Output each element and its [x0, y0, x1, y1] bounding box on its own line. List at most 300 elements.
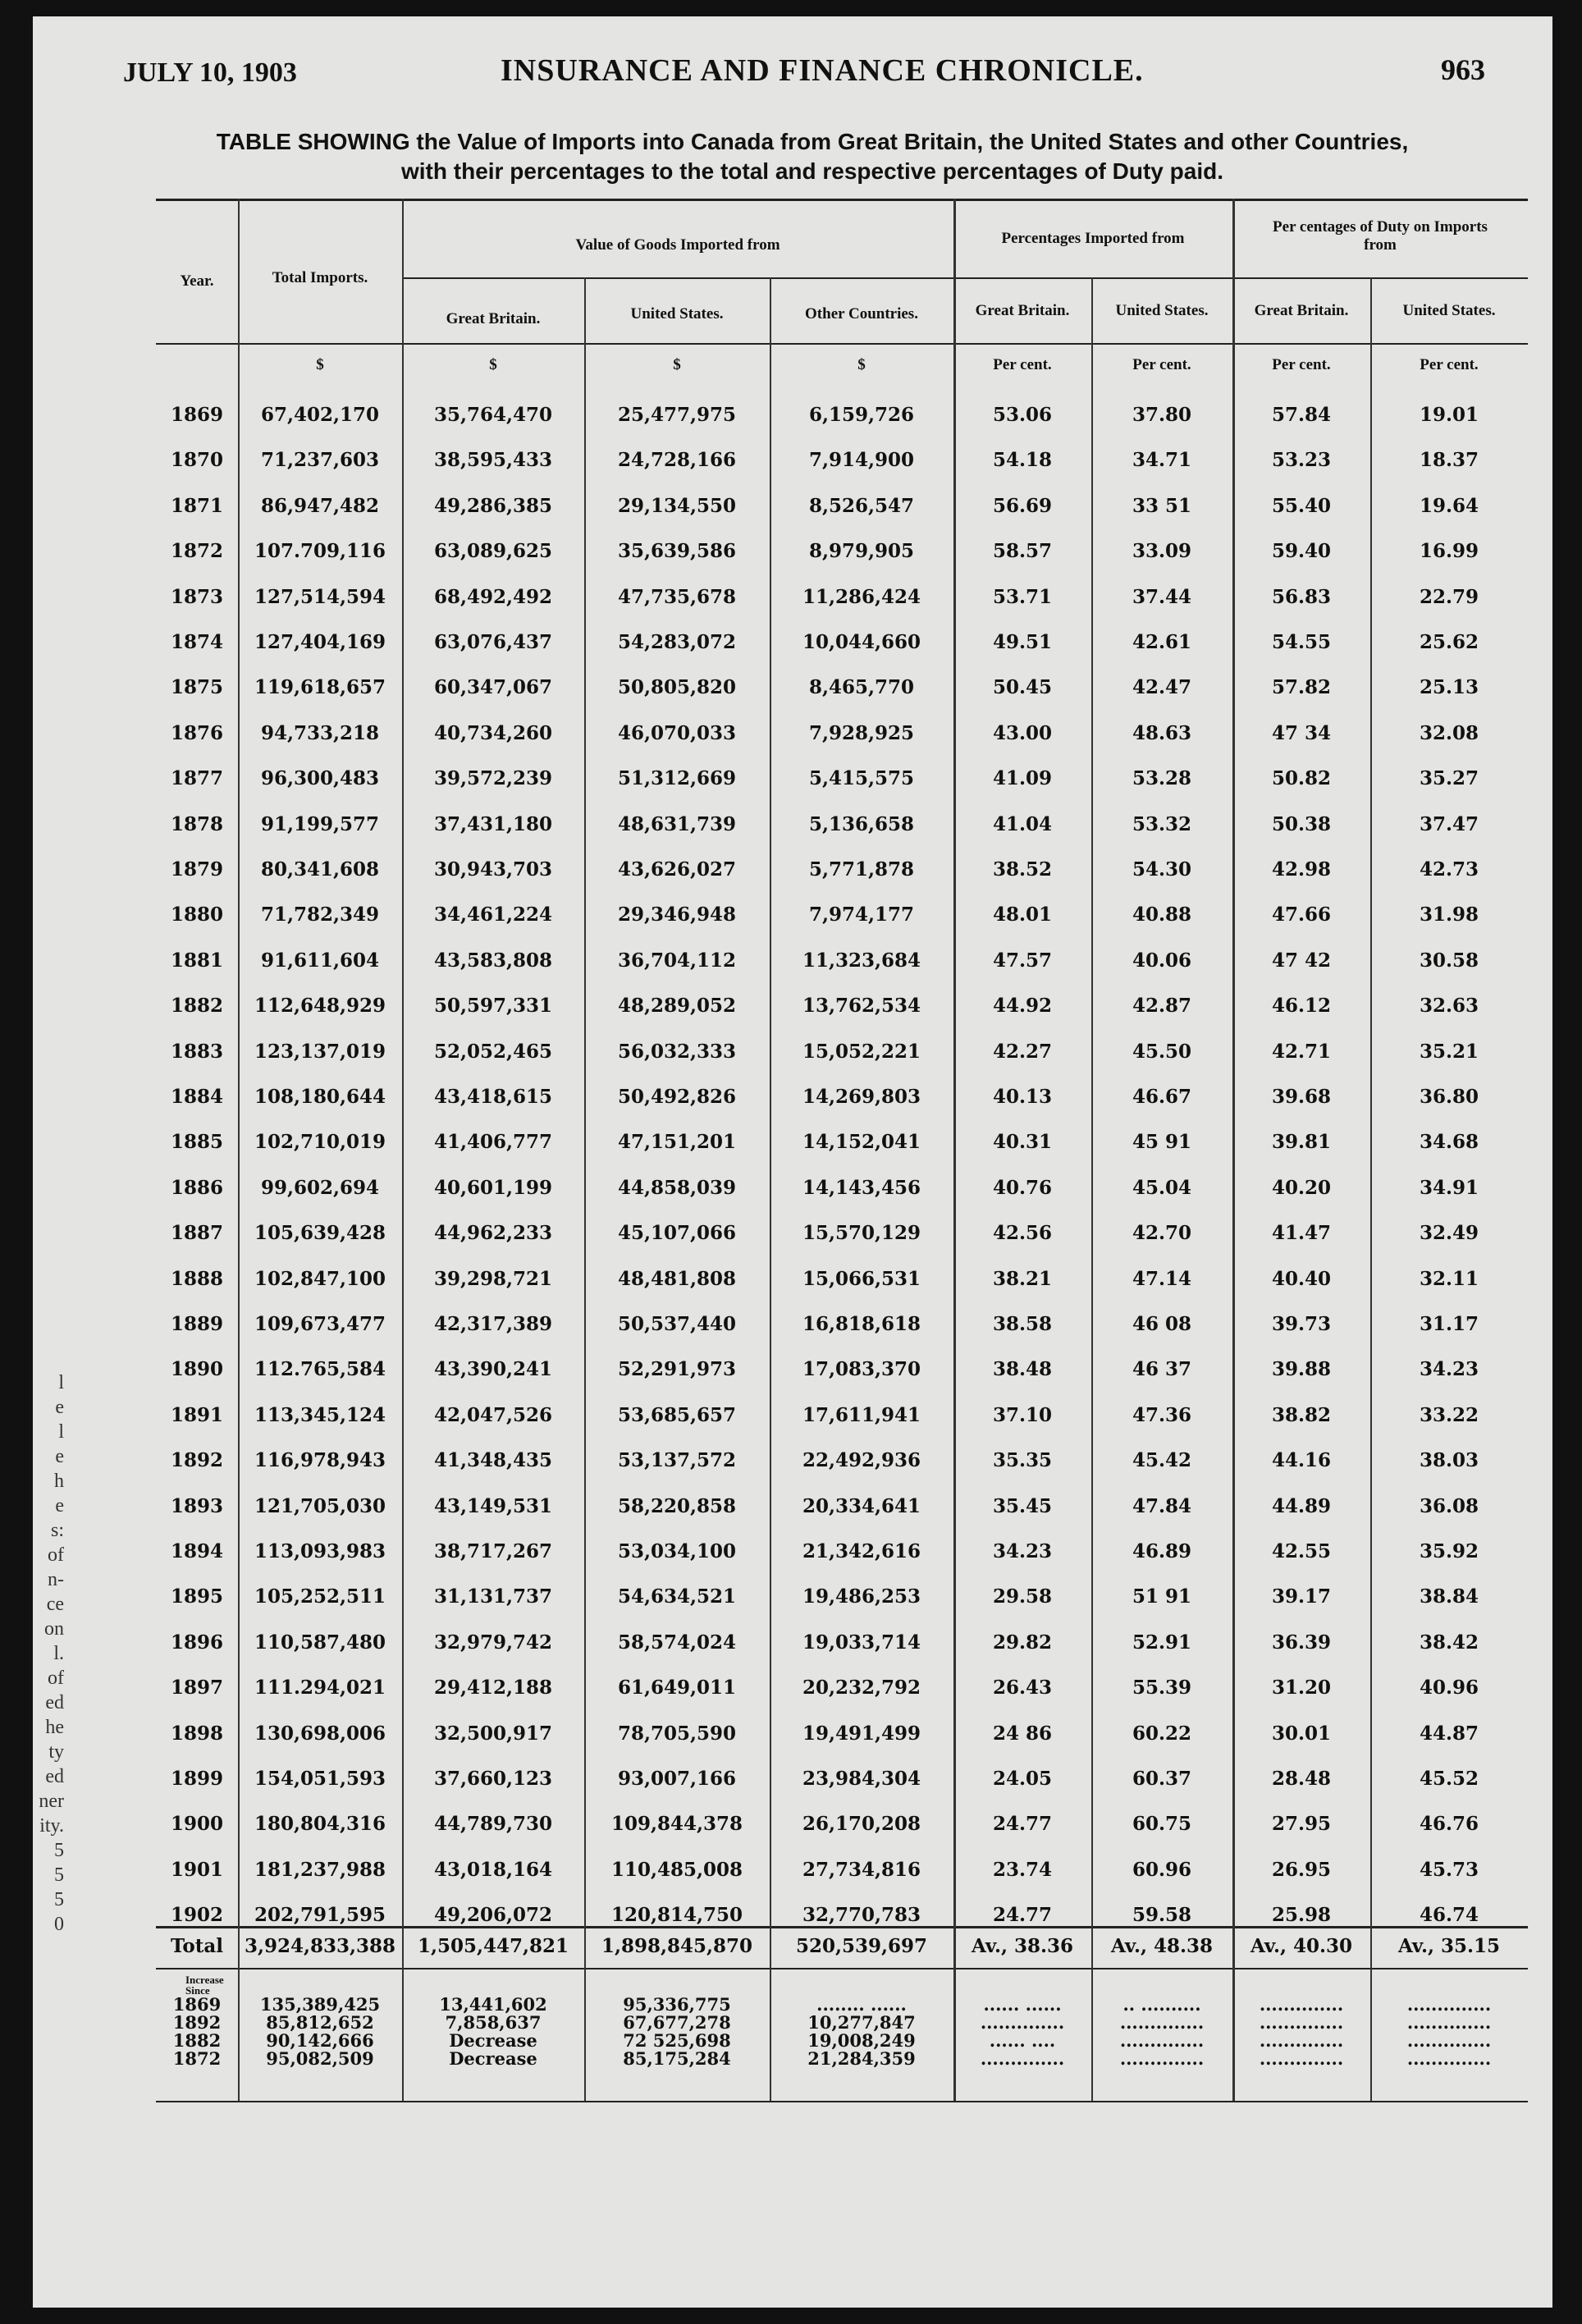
- cell-pct-gb: 35.45: [992, 1494, 1053, 1517]
- cell-total: 180,804,316: [254, 1813, 386, 1836]
- table-row: [156, 437, 1528, 483]
- cell-other: 21,342,616: [802, 1540, 921, 1562]
- cell-gb: 43,149,531: [433, 1494, 553, 1517]
- cell-duty-gb: 57.82: [1271, 676, 1332, 699]
- increase-cell-other: ........ ......: [816, 1994, 907, 2015]
- cell-gb: 41,406,777: [433, 1131, 553, 1154]
- cell-total: 105,252,511: [254, 1585, 386, 1608]
- margin-fragment: ity.: [39, 1815, 64, 1837]
- cell-pct-us: 46 08: [1132, 1313, 1192, 1335]
- cell-year: 1884: [170, 1086, 223, 1108]
- increase-row: [156, 2050, 1528, 2067]
- cell-duty-us: 36.80: [1419, 1086, 1479, 1108]
- cell-duty-gb: 42.55: [1271, 1540, 1332, 1562]
- table-row: [156, 1302, 1528, 1347]
- table-row: [156, 392, 1528, 437]
- cell-year: 1896: [170, 1631, 223, 1654]
- cell-year: 1871: [170, 494, 223, 517]
- cell-us: 51,312,669: [617, 767, 737, 790]
- cell-gb: 52,052,465: [433, 1040, 553, 1063]
- cell-other: 11,286,424: [802, 585, 921, 608]
- cell-other: 10,044,660: [802, 631, 921, 653]
- cell-duty-us: 45.73: [1419, 1858, 1479, 1881]
- increase-cell-duty-us: ..............: [1406, 2048, 1492, 2069]
- table-row: [156, 1574, 1528, 1619]
- cell-pct-us: 42.87: [1132, 995, 1192, 1018]
- table-title: [115, 127, 1510, 186]
- cell-duty-gb: 27.95: [1271, 1813, 1332, 1836]
- total-bottom-rule: [156, 1968, 1528, 1969]
- cell-duty-us: 38.84: [1419, 1585, 1479, 1608]
- margin-fragment: l.: [53, 1643, 64, 1664]
- cell-gb: 43,018,164: [433, 1858, 553, 1881]
- issue-date: JULY 10, 1903: [123, 57, 297, 88]
- cell-other: 7,914,900: [808, 449, 915, 472]
- cell-us: 25,477,975: [617, 404, 737, 426]
- table-row: [156, 1484, 1528, 1529]
- cell-duty-gb: 42.98: [1271, 858, 1332, 881]
- header-year: Year.: [180, 272, 214, 290]
- table-row: [156, 1393, 1528, 1438]
- cell-pct-us: 45.04: [1132, 1176, 1192, 1199]
- cell-pct-us: 37.80: [1132, 404, 1192, 426]
- cell-total: 71,782,349: [260, 904, 380, 926]
- cell-duty-us: 36.08: [1419, 1494, 1479, 1517]
- cell-total: 96,300,483: [260, 767, 380, 790]
- cell-gb: 30,943,703: [433, 858, 553, 881]
- cell-pct-gb: 58.57: [992, 540, 1053, 563]
- cell-other: 19,491,499: [802, 1722, 921, 1745]
- increase-cell-duty-us: ..............: [1406, 2030, 1492, 2051]
- cell-duty-gb: 44.16: [1271, 1449, 1332, 1472]
- cell-other: 7,928,925: [808, 721, 915, 744]
- cell-us: 29,346,948: [617, 904, 737, 926]
- margin-fragment: 5: [54, 1889, 64, 1910]
- increase-cell-total: 135,389,425: [259, 1994, 381, 2015]
- cell-total: 102,710,019: [254, 1131, 386, 1154]
- margin-fragment: of: [48, 1668, 64, 1689]
- cell-us: 110,485,008: [610, 1858, 743, 1881]
- header-total-imports: Total Imports.: [272, 269, 368, 286]
- cell-pct-gb: 38.21: [992, 1267, 1053, 1290]
- cell-pct-gb: 24 86: [992, 1722, 1053, 1745]
- cell-year: 1870: [170, 449, 223, 472]
- cell-total: 127,514,594: [254, 585, 386, 608]
- cell-gb: 38,595,433: [433, 449, 553, 472]
- cell-year: 1880: [170, 904, 223, 926]
- increase-cell-duty-us: ..............: [1406, 2012, 1492, 2033]
- increase-cell-pct-gb: ...... ....: [989, 2030, 1056, 2051]
- cell-pct-us: 42.47: [1132, 676, 1192, 699]
- cell-other: 5,136,658: [808, 812, 915, 835]
- cell-us: 35,639,586: [617, 540, 737, 563]
- cell-total: 130,698,006: [254, 1722, 386, 1745]
- cell-pct-us: 46 37: [1132, 1358, 1192, 1381]
- cell-gb: 49,286,385: [433, 494, 553, 517]
- table-row: [156, 1165, 1528, 1210]
- cell-other: 13,762,534: [802, 995, 921, 1018]
- cell-us: 54,283,072: [617, 631, 737, 653]
- cell-us: 61,649,011: [617, 1677, 737, 1700]
- cell-total: 91,199,577: [260, 812, 380, 835]
- cell-total: 71,237,603: [260, 449, 380, 472]
- increase-cell-total: 95,082,509: [266, 2048, 374, 2069]
- cell-total: 116,978,943: [254, 1449, 386, 1472]
- cell-pct-us: 55.39: [1132, 1677, 1192, 1700]
- cell-gb: 39,572,239: [433, 767, 553, 790]
- margin-fragment: e: [55, 1495, 64, 1517]
- cell-total: 67,402,170: [260, 404, 380, 426]
- table-row: [156, 983, 1528, 1028]
- page-number: 963: [1441, 53, 1485, 86]
- cell-other: 15,570,129: [802, 1222, 921, 1245]
- cell-duty-us: 37.47: [1419, 812, 1479, 835]
- cell-other: 22,492,936: [802, 1449, 921, 1472]
- cell-other: 8,979,905: [808, 540, 915, 563]
- cell-us: 50,537,440: [617, 1313, 737, 1335]
- table-row: [156, 1620, 1528, 1665]
- cell-pct-gb: 23.74: [992, 1858, 1053, 1881]
- margin-fragment: ed: [45, 1766, 64, 1787]
- table-row: [156, 1438, 1528, 1483]
- header-pct-great-britain: Great Britain.: [975, 302, 1070, 319]
- cell-pct-us: 47.84: [1132, 1494, 1192, 1517]
- cell-total: 123,137,019: [254, 1040, 386, 1063]
- cell-pct-gb: 26.43: [992, 1677, 1053, 1700]
- cell-pct-gb: 38.58: [992, 1313, 1053, 1335]
- cell-us: 109,844,378: [610, 1813, 743, 1836]
- margin-fragment: l: [58, 1372, 64, 1393]
- total-other-cell: 520,539,697: [795, 1935, 928, 1957]
- table-row: [156, 711, 1528, 756]
- unit-other: $: [857, 356, 866, 373]
- table-row: [156, 802, 1528, 847]
- cell-total: 202,791,595: [254, 1904, 386, 1927]
- cell-other: 26,170,208: [802, 1813, 921, 1836]
- cell-gb: 68,492,492: [433, 585, 553, 608]
- margin-fragment: l: [58, 1421, 64, 1443]
- increase-cell-us: 67,677,278: [623, 2012, 731, 2033]
- total-duty-us-cell: Av., 35.15: [1397, 1935, 1500, 1957]
- cell-pct-us: 46.89: [1132, 1540, 1192, 1562]
- cell-total: 105,639,428: [254, 1222, 386, 1245]
- cell-us: 120,814,750: [610, 1904, 743, 1927]
- cell-duty-us: 19.64: [1419, 494, 1479, 517]
- total-duty-gb-cell: Av., 40.30: [1250, 1935, 1352, 1957]
- increase-cell-duty-gb: ..............: [1259, 1994, 1344, 2015]
- margin-fragment: ner: [39, 1791, 64, 1812]
- margin-fragment: s:: [50, 1520, 64, 1541]
- cell-duty-us: 35.92: [1419, 1540, 1479, 1562]
- increase-row: [156, 2032, 1528, 2049]
- cell-duty-gb: 41.47: [1271, 1222, 1332, 1245]
- cell-gb: 43,418,615: [433, 1086, 553, 1108]
- increase-cell-duty-gb: ..............: [1259, 2012, 1344, 2033]
- cell-us: 58,574,024: [617, 1631, 737, 1654]
- cell-year: 1895: [170, 1585, 223, 1608]
- cell-total: 112,648,929: [254, 995, 386, 1018]
- cell-year: 1888: [170, 1267, 223, 1290]
- cell-total: 113,345,124: [254, 1403, 386, 1426]
- cell-pct-us: 45.50: [1132, 1040, 1192, 1063]
- cell-us: 36,704,112: [617, 949, 737, 972]
- increase-cell-other: 21,284,359: [807, 2048, 916, 2069]
- cell-gb: 44,962,233: [433, 1222, 553, 1245]
- margin-fragment: ce: [46, 1594, 64, 1615]
- cell-gb: 40,734,260: [433, 721, 553, 744]
- header-great-britain: Great Britain.: [446, 310, 541, 327]
- cell-us: 53,685,657: [617, 1403, 737, 1426]
- cell-pct-us: 53.28: [1132, 767, 1192, 790]
- cell-pct-gb: 24.77: [992, 1904, 1053, 1927]
- cell-duty-us: 34.68: [1419, 1131, 1479, 1154]
- total-us-cell: 1,898,845,870: [601, 1935, 753, 1957]
- cell-year: 1878: [170, 812, 223, 835]
- cell-year: 1898: [170, 1722, 223, 1745]
- cell-gb: 50,597,331: [433, 995, 553, 1018]
- cell-year: 1875: [170, 676, 223, 699]
- cell-other: 17,611,941: [802, 1403, 921, 1426]
- cell-duty-gb: 44.89: [1271, 1494, 1332, 1517]
- header-duty-group: Per centages of Duty on Imports from: [1273, 218, 1488, 254]
- cell-total: 112.765,584: [254, 1358, 386, 1381]
- cell-pct-us: 33 51: [1132, 494, 1192, 517]
- total-imports-cell: 3,924,833,388: [244, 1935, 396, 1957]
- cell-duty-us: 38.03: [1419, 1449, 1479, 1472]
- cell-duty-gb: 47.66: [1271, 904, 1332, 926]
- table-row: [156, 1529, 1528, 1574]
- cell-gb: 60,347,067: [433, 676, 553, 699]
- cell-gb: 37,660,123: [433, 1768, 553, 1790]
- margin-fragment: he: [45, 1717, 64, 1738]
- cell-other: 15,066,531: [802, 1267, 921, 1290]
- cell-pct-us: 48.63: [1132, 721, 1192, 744]
- table-row: [156, 665, 1528, 710]
- cell-gb: 39,298,721: [433, 1267, 553, 1290]
- increase-cell-other: 10,277,847: [807, 2012, 916, 2033]
- header-other-countries: Other Countries.: [805, 305, 918, 323]
- table-row: [156, 847, 1528, 892]
- table-row: [156, 574, 1528, 620]
- cell-pct-us: 52.91: [1132, 1631, 1192, 1654]
- cell-pct-us: 59.58: [1132, 1904, 1192, 1927]
- cell-pct-gb: 35.35: [992, 1449, 1053, 1472]
- margin-fragment: 5: [54, 1864, 64, 1886]
- cell-pct-gb: 47.57: [992, 949, 1053, 972]
- cell-pct-us: 33.09: [1132, 540, 1192, 563]
- cell-pct-gb: 43.00: [992, 721, 1053, 744]
- cell-year: 1876: [170, 721, 223, 744]
- cell-pct-gb: 42.27: [992, 1040, 1053, 1063]
- cell-year: 1886: [170, 1176, 223, 1199]
- cell-duty-gb: 25.98: [1271, 1904, 1332, 1927]
- cell-gb: 63,076,437: [433, 631, 553, 653]
- cell-duty-us: 40.96: [1419, 1677, 1479, 1700]
- cell-pct-gb: 41.04: [992, 812, 1053, 835]
- cell-total: 113,093,983: [254, 1540, 386, 1562]
- cell-pct-gb: 42.56: [992, 1222, 1053, 1245]
- header-percentages-group: Percentages Imported from: [1001, 230, 1185, 247]
- cell-gb: 42,047,526: [433, 1403, 553, 1426]
- total-pct-gb-cell: Av., 38.36: [971, 1935, 1073, 1957]
- increase-cell-duty-us: ..............: [1406, 1994, 1492, 2015]
- cell-us: 46,070,033: [617, 721, 737, 744]
- cell-other: 11,323,684: [802, 949, 921, 972]
- cell-other: 27,734,816: [802, 1858, 921, 1881]
- cell-year: 1894: [170, 1540, 223, 1562]
- cell-pct-gb: 24.77: [992, 1813, 1053, 1836]
- table-row: [156, 1256, 1528, 1302]
- cell-total: 99,602,694: [260, 1176, 380, 1199]
- cell-other: 16,818,618: [802, 1313, 921, 1335]
- cell-duty-gb: 28.48: [1271, 1768, 1332, 1790]
- cell-pct-us: 45 91: [1132, 1131, 1192, 1154]
- increase-cell-us: 72 525,698: [623, 2030, 731, 2051]
- cell-total: 107.709,116: [254, 540, 386, 563]
- unit-duty-gb: Per cent.: [1272, 356, 1331, 373]
- cell-gb: 31,131,737: [433, 1585, 553, 1608]
- cell-total: 119,618,657: [254, 676, 386, 699]
- cell-other: 7,974,177: [808, 904, 915, 926]
- header-pct-united-states: United States.: [1115, 302, 1209, 319]
- cell-us: 48,631,739: [617, 812, 737, 835]
- margin-fragment: 5: [54, 1840, 64, 1861]
- cell-duty-us: 31.17: [1419, 1313, 1479, 1335]
- unit-duty-us: Per cent.: [1420, 356, 1479, 373]
- cell-duty-gb: 53.23: [1271, 449, 1332, 472]
- cell-duty-us: 35.27: [1419, 767, 1479, 790]
- cell-duty-us: 34.23: [1419, 1358, 1479, 1381]
- cell-pct-us: 42.70: [1132, 1222, 1192, 1245]
- increase-cell-gb: Decrease: [449, 2048, 537, 2069]
- cell-duty-us: 46.76: [1419, 1813, 1479, 1836]
- cell-pct-gb: 29.58: [992, 1585, 1053, 1608]
- cell-year: 1889: [170, 1313, 223, 1335]
- cell-total: 121,705,030: [254, 1494, 386, 1517]
- cell-other: 32,770,783: [802, 1904, 921, 1927]
- cell-other: 5,771,878: [808, 858, 915, 881]
- cell-us: 48,481,808: [617, 1267, 737, 1290]
- header-bottom-rule: [156, 343, 1528, 345]
- cell-duty-us: 32.63: [1419, 995, 1479, 1018]
- header-duty-great-britain: Great Britain.: [1254, 302, 1349, 319]
- table-row: [156, 1847, 1528, 1892]
- margin-fragment: ty: [48, 1741, 64, 1763]
- increase-cell-pct-gb: ...... ......: [983, 1994, 1062, 2015]
- cell-us: 56,032,333: [617, 1040, 737, 1063]
- cell-us: 50,492,826: [617, 1086, 737, 1108]
- cell-us: 58,220,858: [617, 1494, 737, 1517]
- table-row: [156, 1119, 1528, 1164]
- cell-duty-gb: 47 34: [1271, 721, 1332, 744]
- cell-us: 53,034,100: [617, 1540, 737, 1562]
- table-row: [156, 892, 1528, 937]
- cell-duty-us: 31.98: [1419, 904, 1479, 926]
- cell-pct-gb: 50.45: [992, 676, 1053, 699]
- cell-pct-us: 60.37: [1132, 1768, 1192, 1790]
- unit-us: $: [673, 356, 681, 373]
- increase-cell-pct-us: .. ..........: [1122, 1994, 1201, 2015]
- cell-other: 19,486,253: [802, 1585, 921, 1608]
- cell-us: 53,137,572: [617, 1449, 737, 1472]
- cell-pct-gb: 37.10: [992, 1403, 1053, 1426]
- cell-gb: 40,601,199: [433, 1176, 553, 1199]
- cell-us: 44,858,039: [617, 1176, 737, 1199]
- cell-duty-gb: 59.40: [1271, 540, 1332, 563]
- cell-pct-gb: 38.48: [992, 1358, 1053, 1381]
- cell-pct-us: 42.61: [1132, 631, 1192, 653]
- cell-pct-us: 47.36: [1132, 1403, 1192, 1426]
- cell-duty-gb: 39.88: [1271, 1358, 1332, 1381]
- cell-pct-us: 40.06: [1132, 949, 1192, 972]
- table-row: [156, 620, 1528, 665]
- cell-us: 78,705,590: [617, 1722, 737, 1745]
- cell-duty-gb: 55.40: [1271, 494, 1332, 517]
- cell-pct-us: 60.75: [1132, 1813, 1192, 1836]
- cell-duty-us: 30.58: [1419, 949, 1479, 972]
- cell-year: 1900: [170, 1813, 223, 1836]
- cell-us: 29,134,550: [617, 494, 737, 517]
- cell-gb: 32,500,917: [433, 1722, 553, 1745]
- table-row: [156, 1756, 1528, 1801]
- cell-pct-us: 53.32: [1132, 812, 1192, 835]
- cell-gb: 43,583,808: [433, 949, 553, 972]
- cell-duty-us: 25.62: [1419, 631, 1479, 653]
- page-header: [123, 49, 1485, 98]
- increase-cell-duty-gb: ..............: [1259, 2030, 1344, 2051]
- increase-cell-gb: 7,858,637: [445, 2012, 542, 2033]
- increase-cell-other: 19,008,249: [807, 2030, 916, 2051]
- cell-duty-us: 22.79: [1419, 585, 1479, 608]
- table-row: [156, 1711, 1528, 1756]
- cell-other: 23,984,304: [802, 1768, 921, 1790]
- increase-cell-year: 1882: [172, 2030, 222, 2051]
- increase-row: [156, 1996, 1528, 2013]
- cell-pct-gb: 48.01: [992, 904, 1053, 926]
- cell-year: 1873: [170, 585, 223, 608]
- cell-duty-us: 34.91: [1419, 1176, 1479, 1199]
- cell-duty-gb: 57.84: [1271, 404, 1332, 426]
- cell-year: 1872: [170, 540, 223, 563]
- cell-gb: 41,348,435: [433, 1449, 553, 1472]
- cell-duty-us: 32.49: [1419, 1222, 1479, 1245]
- cell-duty-us: 44.87: [1419, 1722, 1479, 1745]
- table-row: [156, 756, 1528, 801]
- header-duty-united-states: United States.: [1402, 302, 1496, 319]
- cell-pct-gb: 40.76: [992, 1176, 1053, 1199]
- unit-total: $: [316, 356, 324, 373]
- cell-pct-gb: 40.31: [992, 1131, 1053, 1154]
- margin-fragment: e: [55, 1446, 64, 1467]
- cell-pct-us: 34.71: [1132, 449, 1192, 472]
- cell-duty-gb: 39.81: [1271, 1131, 1332, 1154]
- cell-year: 1881: [170, 949, 223, 972]
- cell-other: 19,033,714: [802, 1631, 921, 1654]
- cell-year: 1902: [170, 1904, 223, 1927]
- cell-duty-us: 32.08: [1419, 721, 1479, 744]
- cell-year: 1891: [170, 1403, 223, 1426]
- cell-us: 93,007,166: [617, 1768, 737, 1790]
- cell-pct-gb: 40.13: [992, 1086, 1053, 1108]
- cell-duty-gb: 26.95: [1271, 1858, 1332, 1881]
- cell-year: 1890: [170, 1358, 223, 1381]
- cell-other: 15,052,221: [802, 1040, 921, 1063]
- cell-total: 181,237,988: [254, 1858, 386, 1881]
- cell-pct-gb: 24.05: [992, 1768, 1053, 1790]
- table-row: [156, 1210, 1528, 1256]
- cell-duty-us: 25.13: [1419, 676, 1479, 699]
- increase-cell-total: 85,812,652: [266, 2012, 374, 2033]
